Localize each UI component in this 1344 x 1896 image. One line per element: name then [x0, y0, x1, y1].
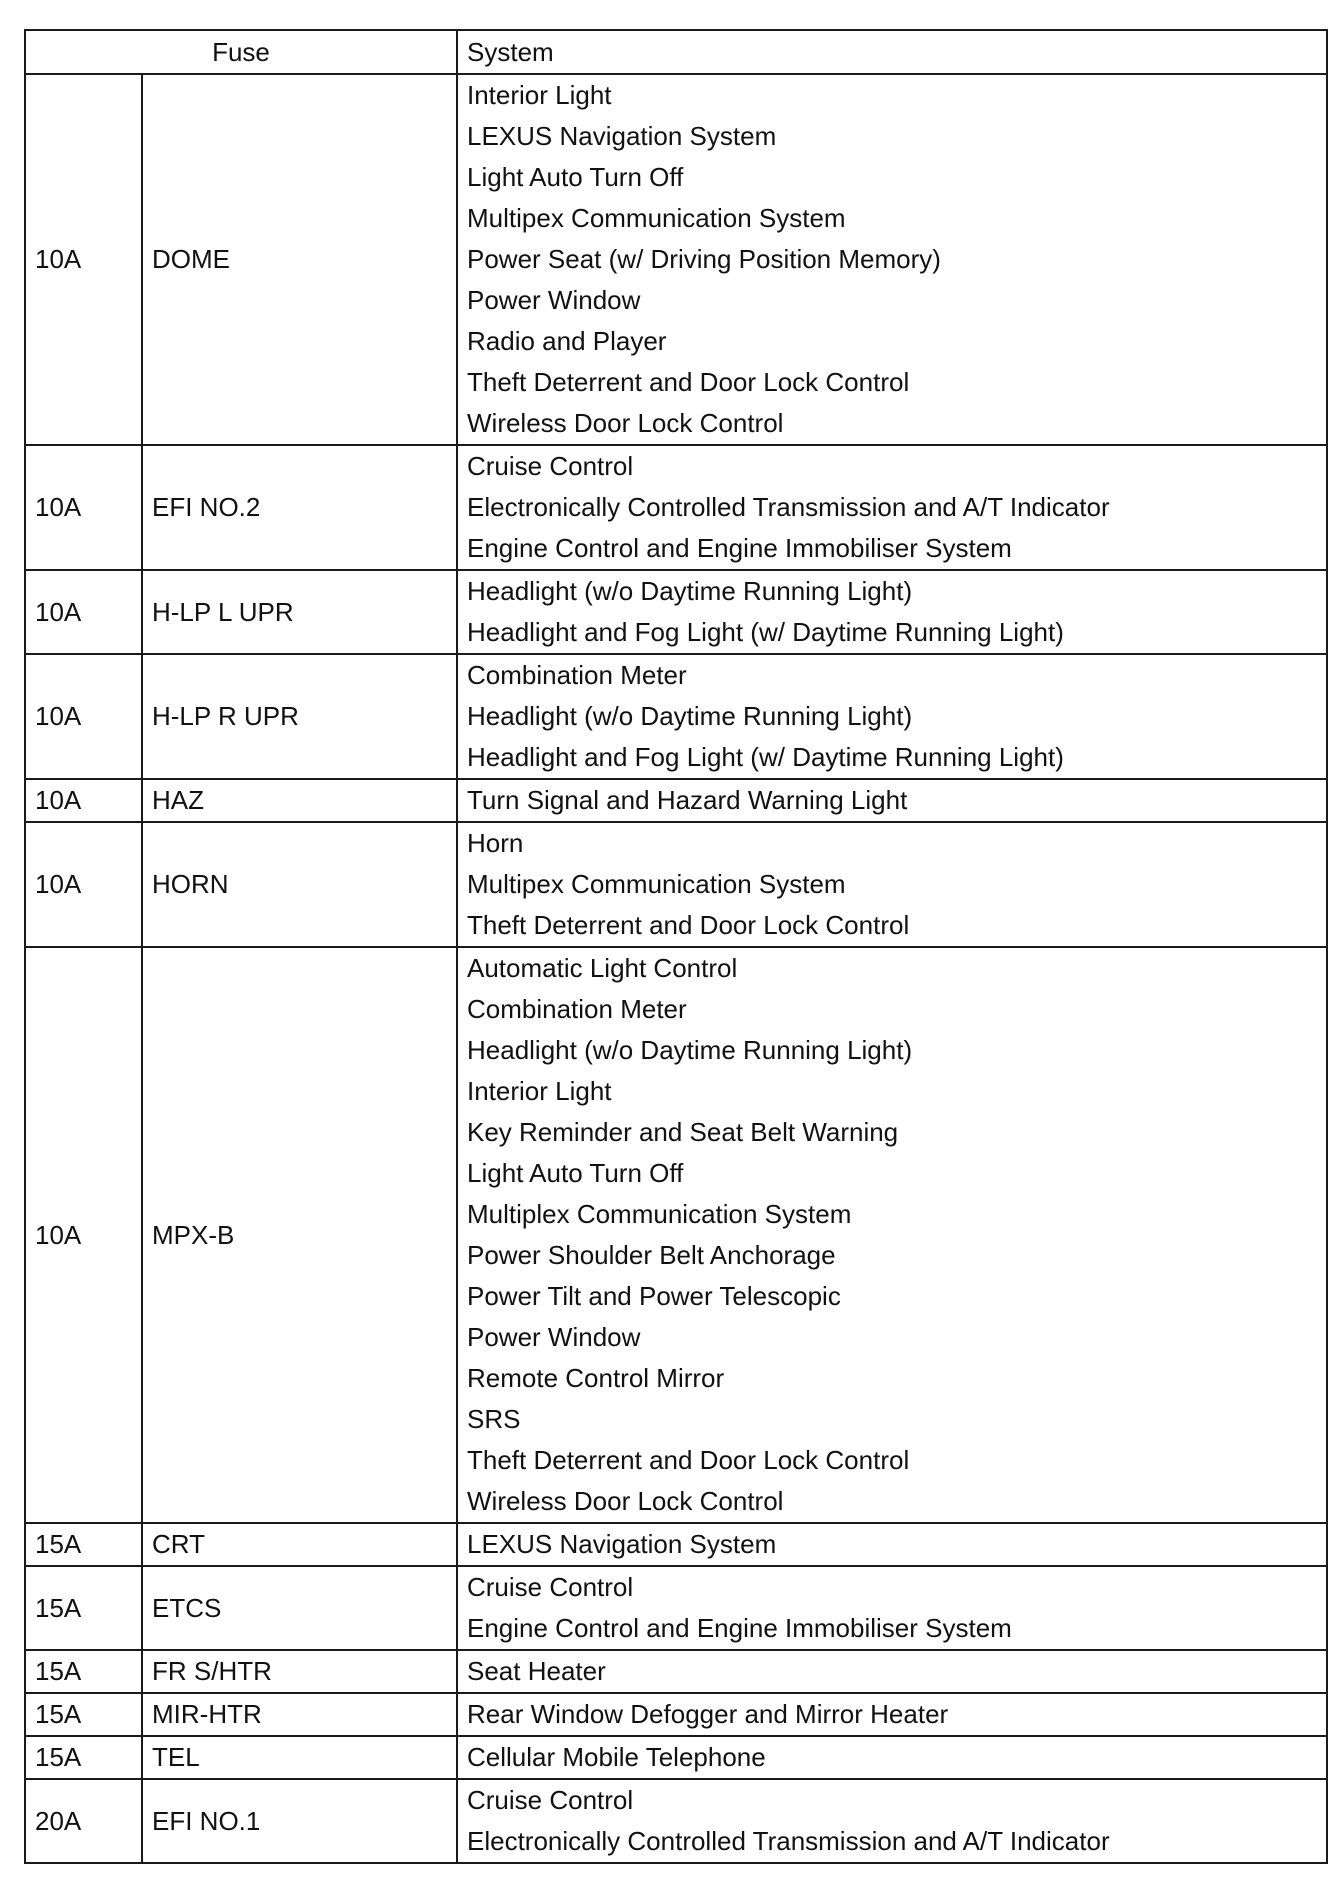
fuse-name: DOME — [142, 74, 457, 445]
fuse-name: FR S/HTR — [142, 1650, 457, 1693]
fuse-name: CRT — [142, 1523, 457, 1566]
system-item: Key Reminder and Seat Belt Warning — [467, 1117, 899, 1147]
fuse-amperage: 10A — [25, 74, 142, 445]
system-item: Theft Deterrent and Door Lock Control — [467, 367, 910, 397]
fuse-row — [25, 1736, 1327, 1779]
system-item: Cruise Control — [467, 1785, 634, 1815]
fuse-amperage: 20A — [25, 1779, 142, 1863]
fuse-systems — [457, 74, 1327, 445]
system-item: Radio and Player — [467, 326, 667, 356]
fuse-amperage: 10A — [25, 822, 142, 947]
fuse-row — [25, 1523, 1327, 1566]
fuse-row — [25, 779, 1327, 822]
fuse-amperage: 10A — [25, 445, 142, 570]
system-item: Power Shoulder Belt Anchorage — [467, 1240, 836, 1270]
fuse-row — [25, 445, 1327, 570]
system-item: Combination Meter — [467, 994, 687, 1024]
system-item: Headlight (w/o Daytime Running Light) — [467, 576, 913, 606]
fuse-row — [25, 654, 1327, 779]
system-item: Light Auto Turn Off — [467, 1158, 684, 1188]
fuse-name: ETCS — [142, 1566, 457, 1650]
system-item: Combination Meter — [467, 660, 687, 690]
system-item: Headlight and Fog Light (w/ Daytime Running Light) — [467, 617, 1064, 647]
system-item: Theft Deterrent and Door Lock Control — [467, 910, 910, 940]
fuse-amperage: 15A — [25, 1736, 142, 1779]
system-item: Headlight and Fog Light (w/ Daytime Running Light) — [467, 742, 1064, 772]
system-item: Theft Deterrent and Door Lock Control — [467, 1445, 910, 1475]
system-item: Headlight (w/o Daytime Running Light) — [467, 701, 913, 731]
fuse-name: H-LP L UPR — [142, 570, 457, 654]
system-item: LEXUS Navigation System — [467, 121, 777, 151]
system-item: Engine Control and Engine Immobiliser System — [467, 1613, 1012, 1643]
system-item: Turn Signal and Hazard Warning Light — [467, 785, 908, 815]
fuse-systems — [457, 1566, 1327, 1650]
fuse-name: TEL — [142, 1736, 457, 1779]
system-item: Light Auto Turn Off — [467, 162, 684, 192]
system-item: Cruise Control — [467, 1572, 634, 1602]
fuse-amperage: 10A — [25, 779, 142, 822]
system-item: Wireless Door Lock Control — [467, 1486, 784, 1516]
fuse-systems — [457, 1736, 1327, 1779]
fuse-row — [25, 1693, 1327, 1736]
fuse-systems — [457, 445, 1327, 570]
fuse-amperage: 10A — [25, 654, 142, 779]
system-item: Power Seat (w/ Driving Position Memory) — [467, 244, 941, 274]
system-item: Electronically Controlled Transmission and A/T Indicator — [467, 1826, 1110, 1856]
fuse-name: HORN — [142, 822, 457, 947]
fuse-systems — [457, 1650, 1327, 1693]
fuse-systems — [457, 570, 1327, 654]
fuse-name: MIR-HTR — [142, 1693, 457, 1736]
system-item: Automatic Light Control — [467, 953, 738, 983]
system-item: Wireless Door Lock Control — [467, 408, 784, 438]
system-header: System — [457, 30, 1327, 74]
fuse-amperage: 15A — [25, 1693, 142, 1736]
fuse-row — [25, 1566, 1327, 1650]
fuse-row — [25, 1779, 1327, 1863]
system-item: SRS — [467, 1404, 521, 1434]
fuse-systems — [457, 654, 1327, 779]
fuse-row — [25, 822, 1327, 947]
system-item: Multiplex Communication System — [467, 1199, 852, 1229]
fuse-systems — [457, 779, 1327, 822]
fuse-amperage: 15A — [25, 1650, 142, 1693]
system-item: Engine Control and Engine Immobiliser System — [467, 533, 1012, 563]
system-item: Cellular Mobile Telephone — [467, 1742, 766, 1772]
fuse-amperage: 15A — [25, 1566, 142, 1650]
fuse-name: EFI NO.1 — [142, 1779, 457, 1863]
system-item: LEXUS Navigation System — [467, 1529, 777, 1559]
system-item: Power Window — [467, 1322, 641, 1352]
fuse-name: EFI NO.2 — [142, 445, 457, 570]
system-item: Interior Light — [467, 80, 612, 110]
fuse-header: Fuse — [25, 30, 457, 74]
header-row — [25, 30, 1327, 74]
system-item: Rear Window Defogger and Mirror Heater — [467, 1699, 949, 1729]
fuse-systems — [457, 1523, 1327, 1566]
fuse-row — [25, 947, 1327, 1523]
fuse-name: H-LP R UPR — [142, 654, 457, 779]
system-item: Seat Heater — [467, 1656, 606, 1686]
fuse-table — [24, 29, 1328, 1864]
system-item: Interior Light — [467, 1076, 612, 1106]
fuse-systems — [457, 1693, 1327, 1736]
fuse-body — [25, 74, 1327, 1863]
fuse-name: MPX-B — [142, 947, 457, 1523]
fuse-amperage: 15A — [25, 1523, 142, 1566]
fuse-systems — [457, 822, 1327, 947]
system-item: Horn — [467, 828, 524, 858]
system-item: Power Tilt and Power Telescopic — [467, 1281, 841, 1311]
system-item: Remote Control Mirror — [467, 1363, 725, 1393]
system-item: Multipex Communication System — [467, 869, 846, 899]
fuse-systems — [457, 947, 1327, 1523]
fuse-row — [25, 570, 1327, 654]
fuse-systems — [457, 1779, 1327, 1863]
system-item: Electronically Controlled Transmission and A/T Indicator — [467, 492, 1110, 522]
fuse-row — [25, 1650, 1327, 1693]
system-item: Power Window — [467, 285, 641, 315]
fuse-name: HAZ — [142, 779, 457, 822]
system-item: Cruise Control — [467, 451, 634, 481]
fuse-amperage: 10A — [25, 947, 142, 1523]
system-item: Multipex Communication System — [467, 203, 846, 233]
fuse-amperage: 10A — [25, 570, 142, 654]
system-item: Headlight (w/o Daytime Running Light) — [467, 1035, 913, 1065]
fuse-row — [25, 74, 1327, 445]
